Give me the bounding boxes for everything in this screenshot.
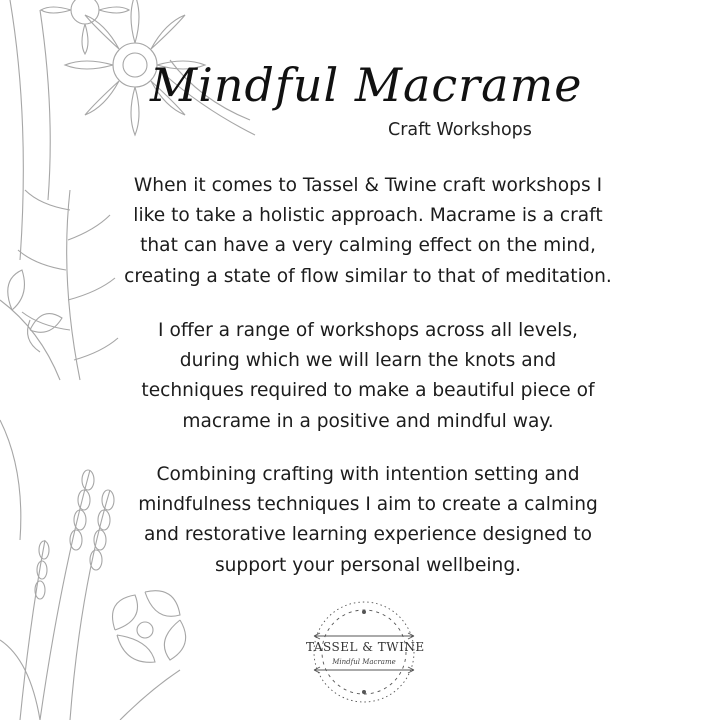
logo-brand-text: TASSEL & TWINE xyxy=(306,640,425,654)
lavender xyxy=(20,470,114,720)
wellbeing-paragraph xyxy=(108,460,628,581)
tassel-twine-logo xyxy=(306,598,425,706)
paragraph-line: that can have a very calming effect on the mind, xyxy=(140,235,596,257)
paragraph-line: macrame in a positive and mindful way. xyxy=(182,410,554,432)
paragraph-line: When it comes to Tassel & Twine craft workshops I xyxy=(133,175,603,196)
paragraph-line: during which we will learn the knots and xyxy=(179,350,557,372)
paragraph-line: I offer a range of workshops across all levels, xyxy=(158,320,578,341)
poppy-bottom xyxy=(113,591,186,663)
paragraph-line: creating a state of flow similar to that of meditation. xyxy=(124,265,612,287)
paragraph-line: like to take a holistic approach. Macrame is a craft xyxy=(133,205,603,227)
page-subtitle: Craft Workshops xyxy=(388,120,532,140)
fern-left xyxy=(18,190,118,380)
page-title: Mindful Macrame xyxy=(150,58,583,112)
paragraph-line: mindfulness techniques I aim to create a calming xyxy=(138,494,598,516)
paragraph-line: Combining crafting with intention setting and xyxy=(156,464,580,485)
leaf-branch xyxy=(0,270,62,380)
logo-tagline: Mindful Macrame xyxy=(332,658,396,666)
intro-paragraph xyxy=(108,171,628,292)
paragraph-line: support your personal wellbeing. xyxy=(214,554,522,576)
paragraph-line: and restorative learning experience designed to xyxy=(143,524,592,546)
paragraph-line: techniques required to make a beautiful piece of xyxy=(141,380,595,402)
workshops-paragraph xyxy=(108,316,628,437)
